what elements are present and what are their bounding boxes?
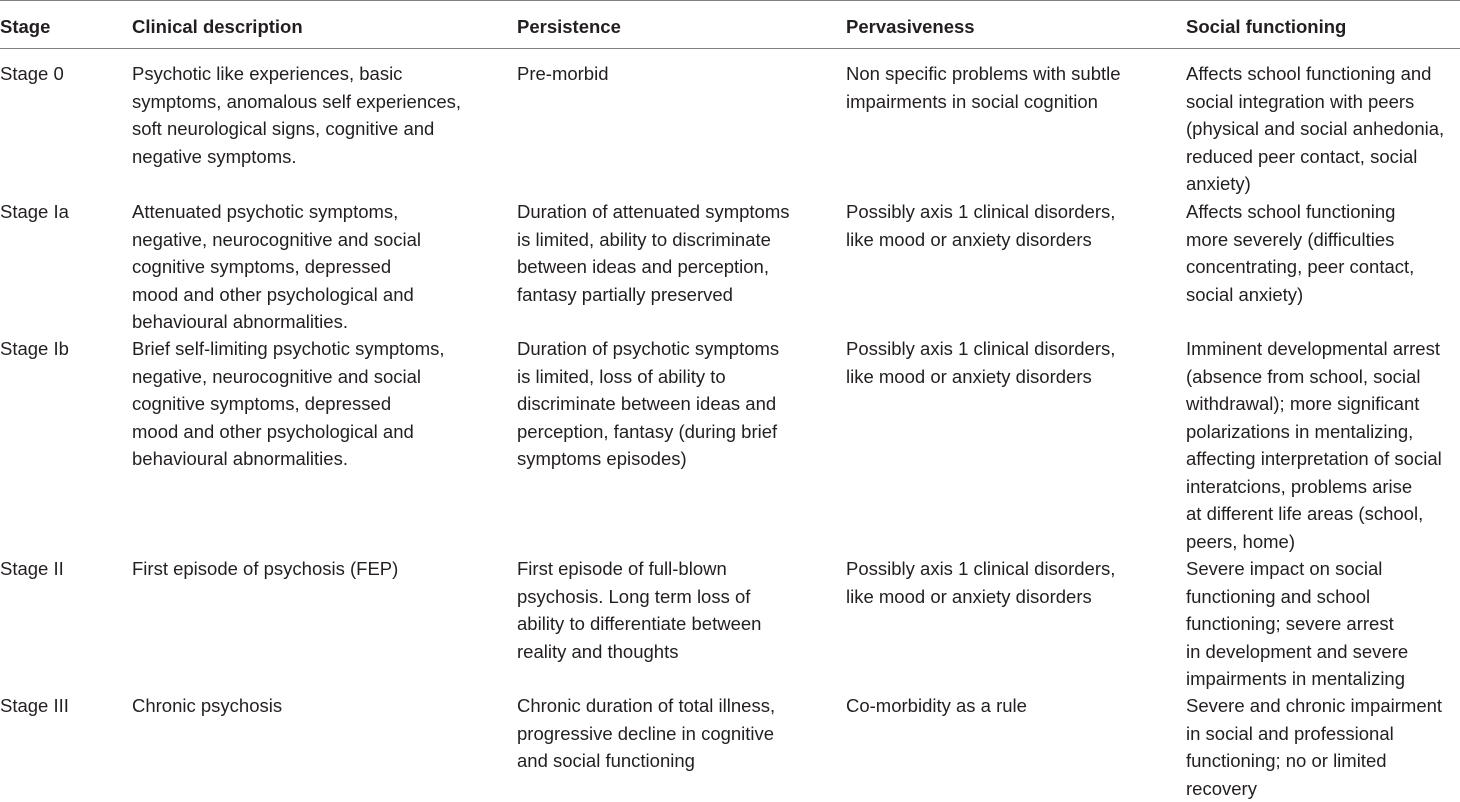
cell-social-functioning: Imminent developmental arrest (absence from school, social withdrawal); more significant polarizations in mentalizing, affecting interpretation of social interatcions, problems arise at different life areas (school, peers, home) — [1186, 338, 1442, 552]
cell-social-functioning: Affects school functioning and social integration with peers (physical and social anhedonia, reduced peer contact, social anxiety) — [1186, 63, 1445, 194]
header-stage: Stage — [0, 16, 51, 37]
cell-social-functioning: Affects school functioning more severely (difficulties concentrating, peer contact, social anxiety) — [1186, 201, 1415, 305]
cell-clinical-description: Psychotic like experiences, basic symptoms, anomalous self experiences, soft neurological signs, cognitive and negative symptoms. — [132, 63, 462, 167]
cell-clinical-description: Chronic psychosis — [132, 695, 283, 716]
cell-persistence: First episode of full-blown psychosis. Long term loss of ability to differentiate between reality and thoughts — [517, 558, 762, 662]
cell-persistence: Duration of attenuated symptoms is limited, ability to discriminate between ideas and perception, fantasy partially preserved — [517, 201, 790, 305]
cell-stage: Stage Ia — [0, 201, 69, 222]
table-header-row — [0, 14, 1460, 40]
cell-pervasiveness: Non specific problems with subtle impairments in social cognition — [846, 63, 1121, 112]
header-social-functioning: Social functioning — [1186, 16, 1347, 37]
cell-persistence: Duration of psychotic symptoms is limited, loss of ability to discriminate between ideas and perception, fantasy (during brief symptoms episodes) — [517, 338, 780, 469]
cell-pervasiveness: Co-morbidity as a rule — [846, 695, 1027, 716]
cell-social-functioning: Severe impact on social functioning and school functioning; severe arrest in development and severe impairments in mentalizing — [1186, 558, 1409, 689]
cell-persistence: Pre-morbid — [517, 63, 609, 84]
cell-pervasiveness: Possibly axis 1 clinical disorders, like mood or anxiety disorders — [846, 338, 1116, 387]
header-pervasiveness: Pervasiveness — [846, 16, 975, 37]
table-header-rule — [0, 48, 1460, 49]
header-persistence: Persistence — [517, 16, 621, 37]
cell-stage: Stage II — [0, 558, 64, 579]
cell-stage: Stage Ib — [0, 338, 69, 359]
cell-clinical-description: Attenuated psychotic symptoms, negative, neurocognitive and social cognitive symptoms, depressed mood and other psychological and behavioural abnormalities. — [132, 201, 421, 332]
cell-pervasiveness: Possibly axis 1 clinical disorders, like mood or anxiety disorders — [846, 201, 1116, 250]
cell-persistence: Chronic duration of total illness, progressive decline in cognitive and social functioning — [517, 695, 776, 771]
cell-stage: Stage III — [0, 695, 69, 716]
cell-stage: Stage 0 — [0, 63, 64, 84]
cell-social-functioning: Severe and chronic impairment in social and professional functioning; no or limited recovery — [1186, 695, 1443, 799]
cell-pervasiveness: Possibly axis 1 clinical disorders, like mood or anxiety disorders — [846, 558, 1116, 607]
table-top-rule — [0, 0, 1460, 1]
cell-clinical-description: First episode of psychosis (FEP) — [132, 558, 399, 579]
header-clinical-description: Clinical description — [132, 16, 303, 37]
cell-clinical-description: Brief self-limiting psychotic symptoms, negative, neurocognitive and social cognitive symptoms, depressed mood and other psychological and behavioural abnormalities. — [132, 338, 445, 469]
